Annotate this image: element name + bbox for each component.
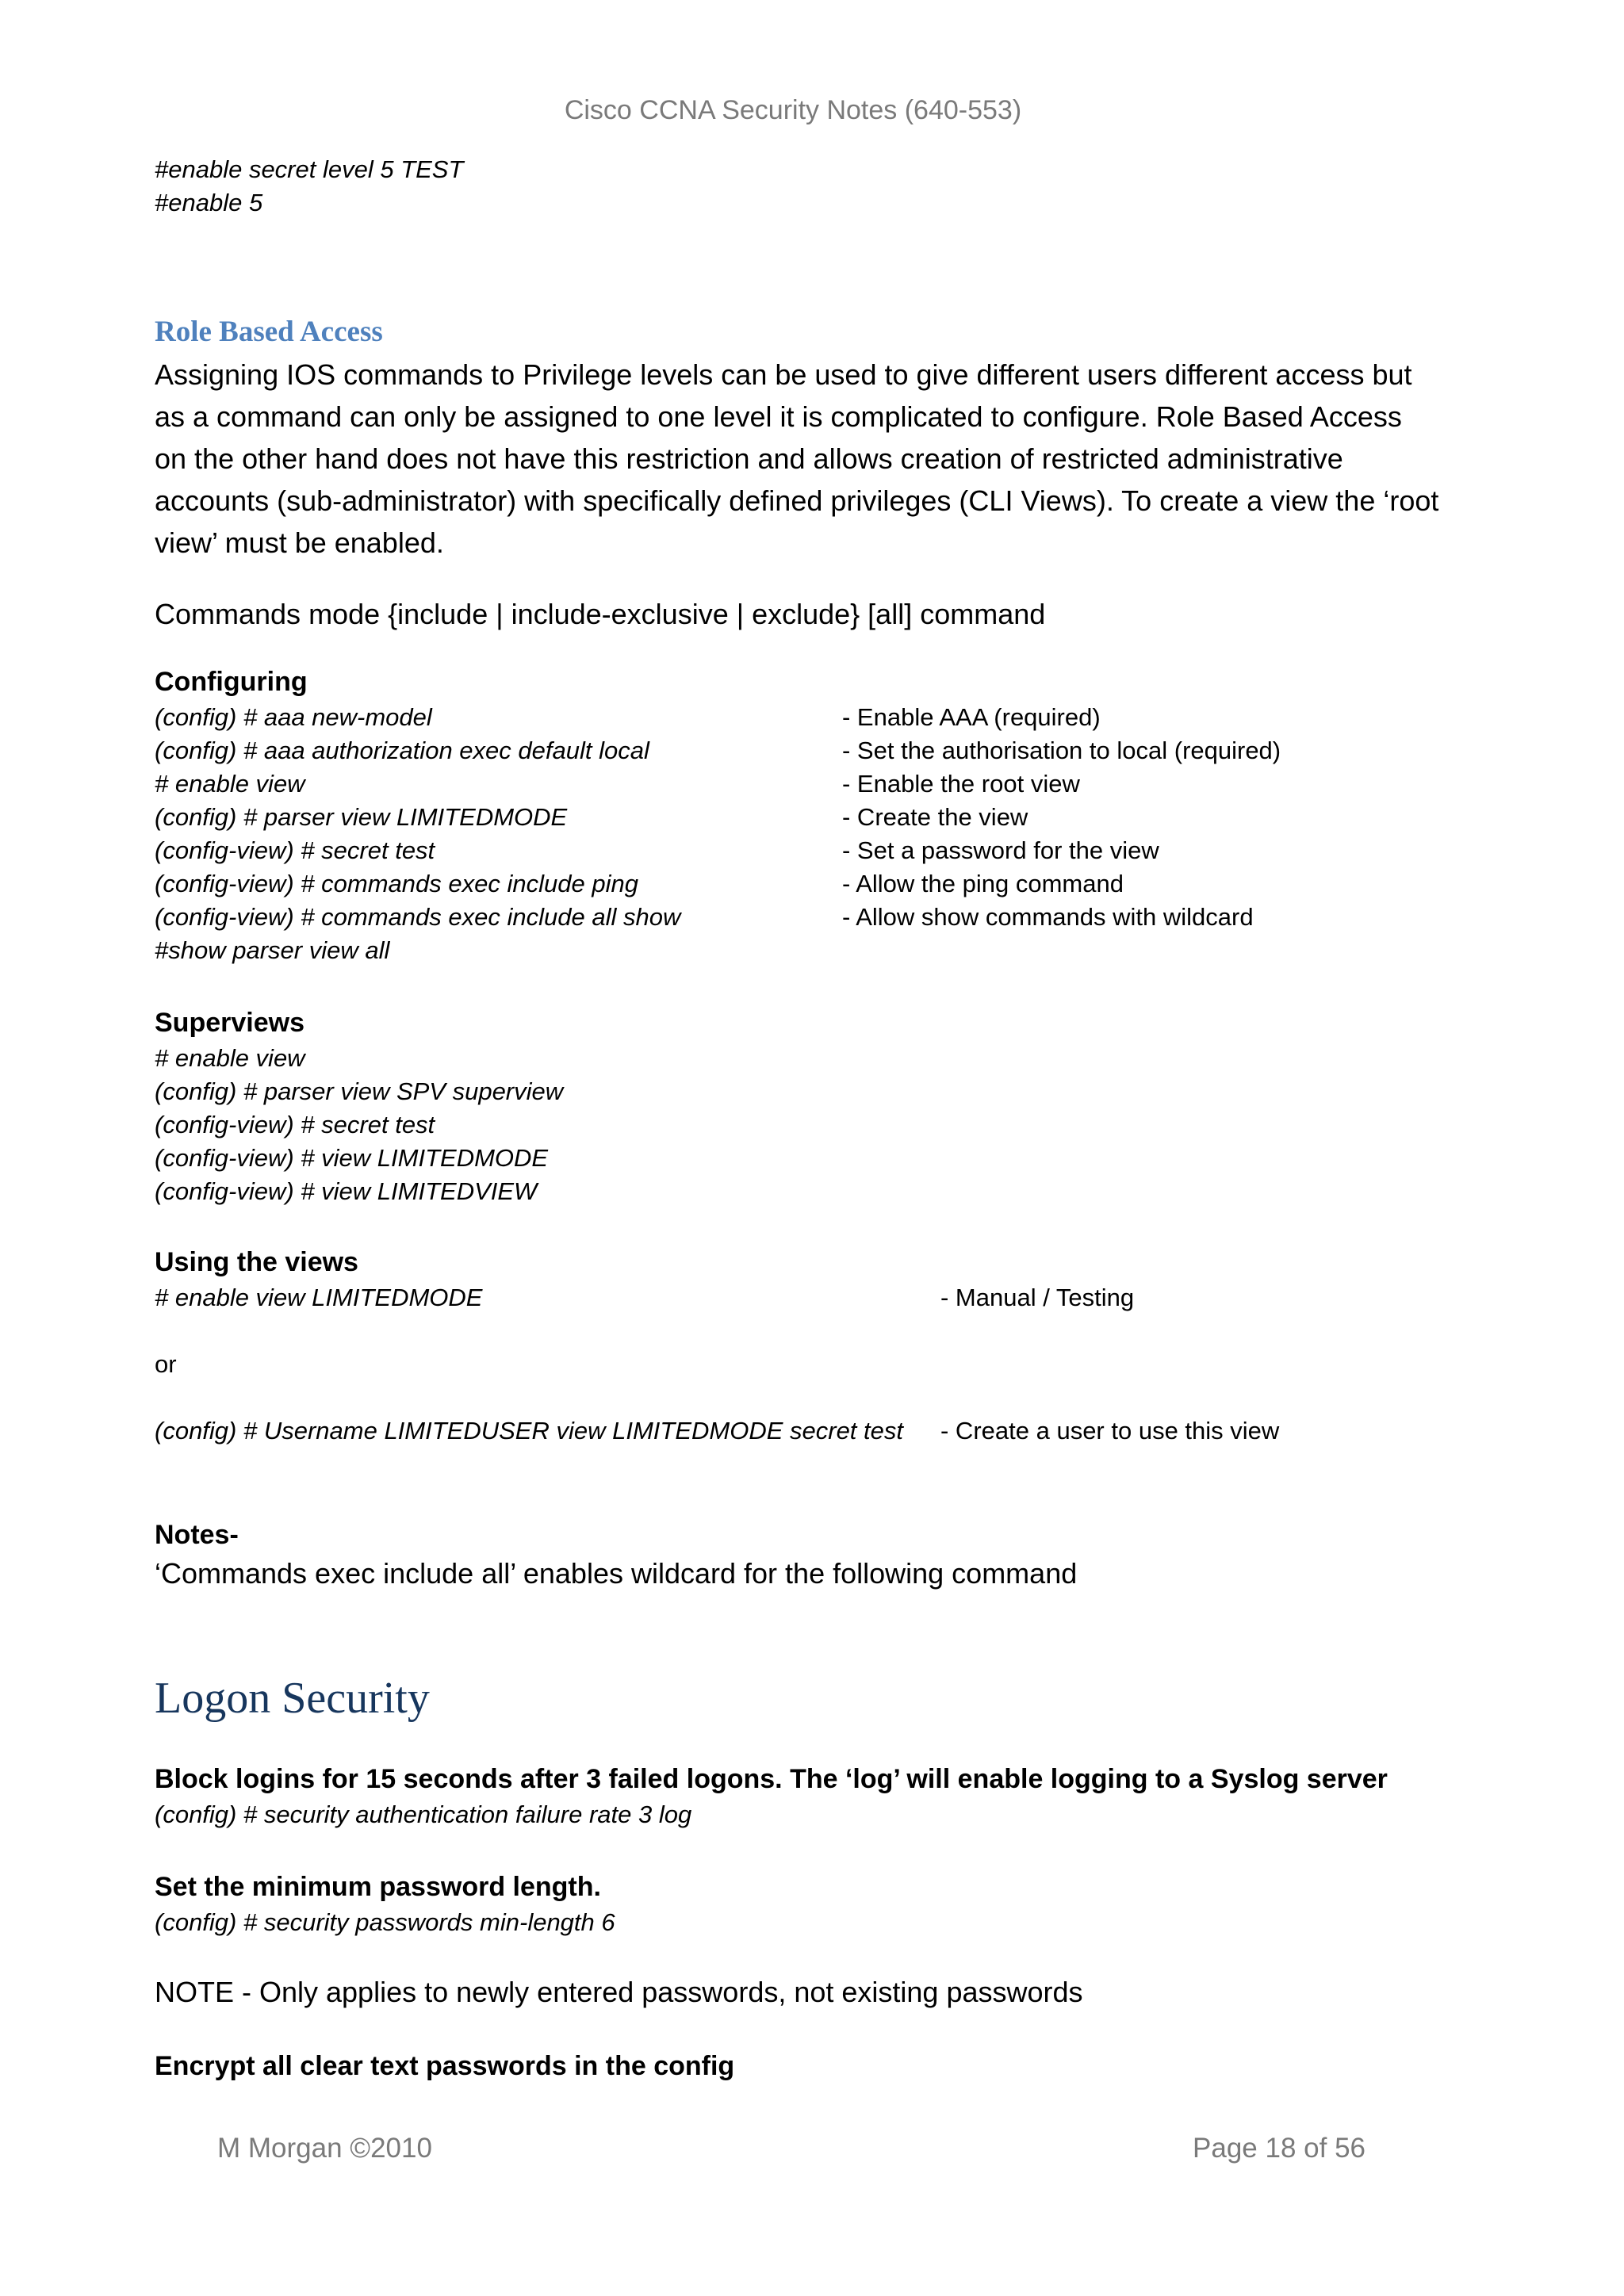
notes-heading: Notes- xyxy=(155,1520,239,1550)
commands-syntax: Commands mode {include | include-exclusive | exclude} [all] command xyxy=(155,598,1046,630)
command-description: - Allow the ping command xyxy=(842,870,1124,897)
command-line: (config-view) # view LIMITEDVIEW xyxy=(155,1177,538,1205)
command-line: (config) # aaa new-model xyxy=(155,703,432,731)
command-line: # enable view LIMITEDMODE xyxy=(155,1284,483,1311)
using-views-heading: Using the views xyxy=(155,1247,358,1277)
command-line: (config) # Username LIMITEDUSER view LIMITEDMODE secret test xyxy=(155,1417,904,1445)
command-description: - Allow show commands with wildcard xyxy=(842,903,1254,931)
notes-text: ‘Commands exec include all’ enables wildcard for the following command xyxy=(155,1557,1078,1590)
command-line: (config-view) # commands exec include ping xyxy=(155,870,638,897)
or-text: or xyxy=(155,1350,177,1378)
command-line: # enable view xyxy=(155,1044,305,1072)
command-line: (config-view) # commands exec include all show xyxy=(155,903,681,931)
command-line: (config) # security passwords min-length 6 xyxy=(155,1908,615,1936)
command-description: - Enable the root view xyxy=(842,770,1080,798)
configuring-descriptions xyxy=(842,701,1281,934)
page-header: Cisco CCNA Security Notes (640-553) xyxy=(564,95,1022,125)
block-logins-heading: Block logins for 15 seconds after 3 failed logons. The ‘log’ will enable logging to a Syslog server xyxy=(155,1764,1388,1794)
command-line: (config-view) # secret test xyxy=(155,836,435,864)
command-description: - Create the view xyxy=(842,803,1028,831)
command-line: #enable 5 xyxy=(155,189,263,216)
logon-security-heading: Logon Security xyxy=(155,1674,430,1723)
command-line: #enable secret level 5 TEST xyxy=(155,155,464,183)
command-description: - Create a user to use this view xyxy=(940,1417,1280,1445)
role-based-access-paragraph: Assigning IOS commands to Privilege levels can be used to give different users different access but as a command can only be assigned to one level it is complicated to configure. Role Based Access on the other hand does not have this restriction and allows creation of restricted administrative accounts (sub-administrator) with specifically defined privileges (CLI Views). To create a view the ‘root view’ must be enabled. xyxy=(155,358,1439,559)
command-line: (config-view) # secret test xyxy=(155,1111,435,1138)
footer-page-number: Page 18 of 56 xyxy=(1193,2133,1365,2164)
min-length-heading: Set the minimum password length. xyxy=(155,1872,601,1902)
superviews-heading: Superviews xyxy=(155,1008,304,1038)
encrypt-heading: Encrypt all clear text passwords in the config xyxy=(155,2051,735,2081)
role-based-access-heading: Role Based Access xyxy=(155,316,383,348)
configuring-commands xyxy=(155,701,680,967)
command-description: - Set the authorisation to local (required) xyxy=(842,737,1281,764)
command-description: - Set a password for the view xyxy=(842,836,1159,864)
top-commands xyxy=(155,153,463,220)
command-description: - Enable AAA (required) xyxy=(842,703,1101,731)
command-line: # enable view xyxy=(155,770,305,798)
command-line: (config-view) # view LIMITEDMODE xyxy=(155,1144,549,1172)
command-line: (config) # parser view SPV superview xyxy=(155,1077,564,1105)
configuring-heading: Configuring xyxy=(155,667,308,697)
command-line: #show parser view all xyxy=(155,936,390,964)
note-text: NOTE - Only applies to newly entered passwords, not existing passwords xyxy=(155,1976,1083,2008)
command-line: (config) # aaa authorization exec default local xyxy=(155,737,649,764)
command-line: (config) # parser view LIMITEDMODE xyxy=(155,803,568,831)
footer-author: M Morgan ©2010 xyxy=(217,2133,432,2164)
command-description: - Manual / Testing xyxy=(940,1284,1135,1311)
superviews-commands xyxy=(155,1042,563,1208)
command-line: (config) # security authentication failure rate 3 log xyxy=(155,1800,692,1828)
